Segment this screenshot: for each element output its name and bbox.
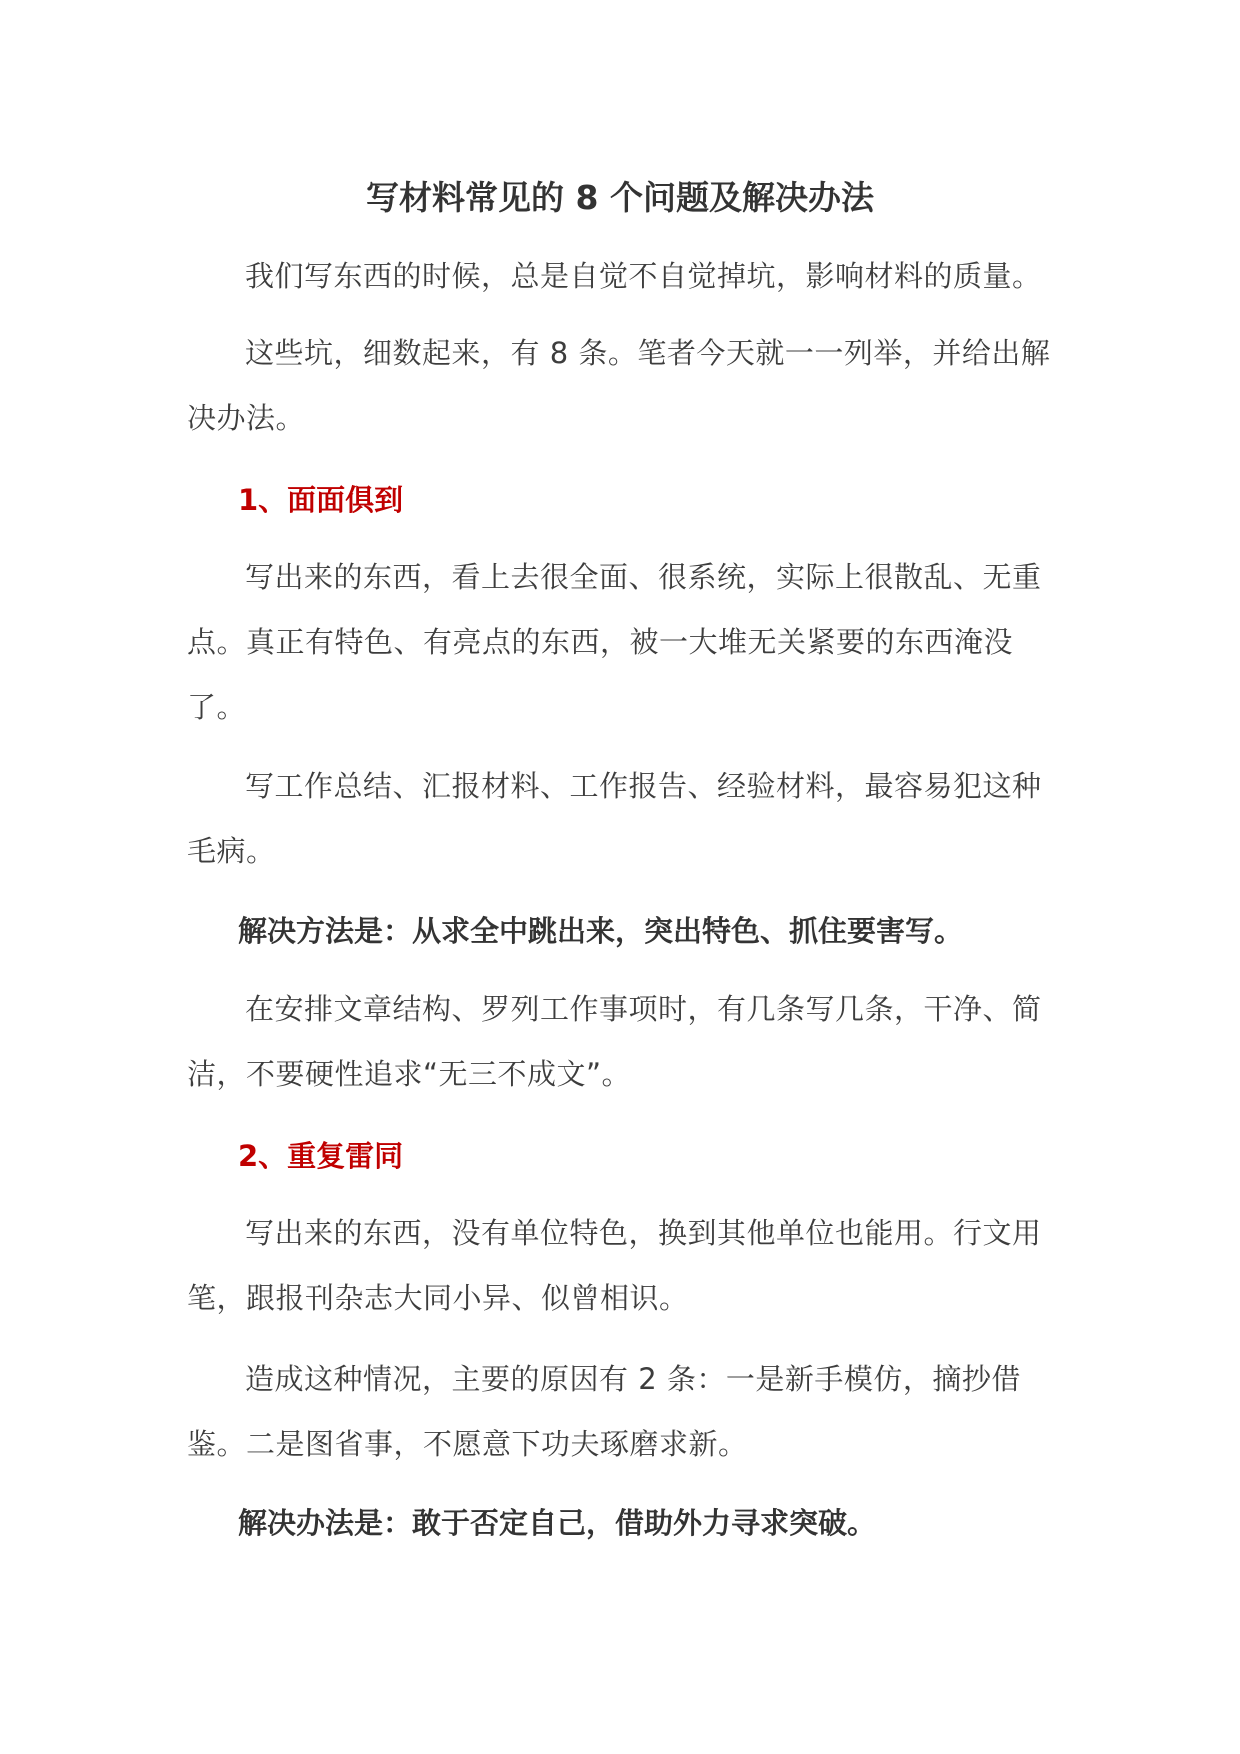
section-2-paragraph-1: 写出来的东西，没有单位特色，换到其他单位也能用。行文用笔，跟报刊杂志大同小异、似曾相识。: [187, 1216, 1042, 1315]
section-1-solution: 解决方法是：从求全中跳出来，突出特色、抓住要害写。: [238, 914, 964, 948]
section-2-heading: 2、重复雷同: [238, 1139, 404, 1173]
section-1-paragraph-2: 写工作总结、汇报材料、工作报告、经验材料，最容易犯这种毛病。: [187, 769, 1042, 868]
intro-paragraph-1: 我们写东西的时候，总是自觉不自觉掉坑，影响材料的质量。: [245, 259, 1042, 293]
section-1-paragraph-1: 写出来的东西，看上去很全面、很系统，实际上很散乱、无重点。真正有特色、有亮点的东西，被一大堆无关紧要的东西淹没了。: [187, 560, 1042, 724]
section-2-paragraph-2: 造成这种情况，主要的原因有 2 条：一是新手模仿，摘抄借鉴。二是图省事，不愿意下功夫琢磨求新。: [187, 1362, 1021, 1461]
intro-paragraph-2: 这些坑，细数起来，有 8 条。笔者今天就一一列举，并给出解决办法。: [187, 336, 1051, 435]
section-2-solution: 解决办法是：敢于否定自己，借助外力寻求突破。: [238, 1506, 877, 1540]
document-title: 写材料常见的 8 个问题及解决办法: [366, 178, 874, 217]
section-1-paragraph-3: 在安排文章结构、罗列工作事项时，有几条写几条，干净、简洁，不要硬性追求“无三不成文”。: [187, 992, 1042, 1091]
section-1-heading: 1、面面俱到: [238, 483, 404, 517]
